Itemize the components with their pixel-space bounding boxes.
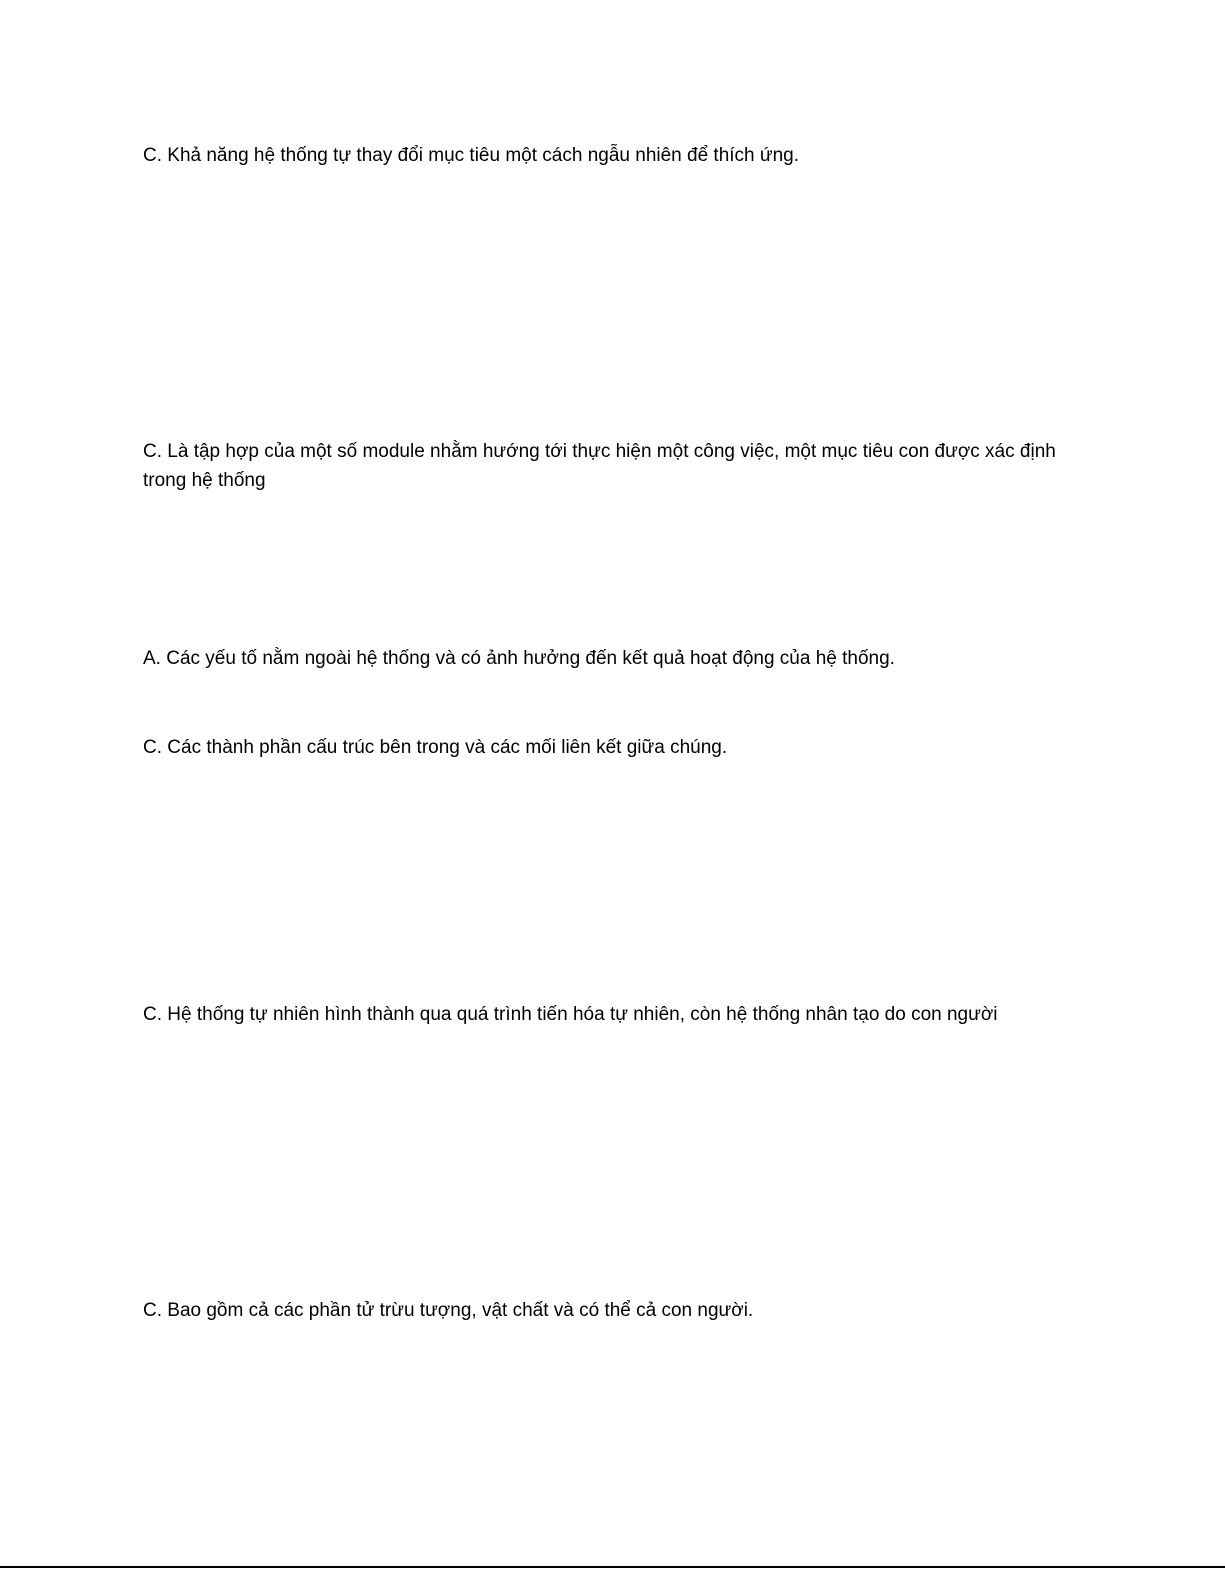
answer-paragraph-5: C. Hệ thống tự nhiên hình thành qua quá trình tiến hóa tự nhiên, còn hệ thống nhân tạo do con người xyxy=(143,1004,998,1025)
answer-paragraph-3: A. Các yếu tố nằm ngoài hệ thống và có ảnh hưởng đến kết quả hoạt động của hệ thống. xyxy=(143,648,895,669)
answer-paragraph-1: C. Khả năng hệ thống tự thay đổi mục tiêu một cách ngẫu nhiên để thích ứng. xyxy=(143,145,800,166)
answer-paragraph-4: C. Các thành phần cấu trúc bên trong và các mối liên kết giữa chúng. xyxy=(143,737,728,758)
answer-paragraph-2: C. Là tập hợp của một số module nhằm hướng tới thực hiện một công việc, một mục tiêu con được xác định trong hệ thống xyxy=(143,441,1056,491)
answer-paragraph-6: C. Bao gồm cả các phần tử trừu tượng, vật chất và có thể cả con người. xyxy=(143,1300,754,1321)
page-bottom-border xyxy=(0,1566,1225,1568)
